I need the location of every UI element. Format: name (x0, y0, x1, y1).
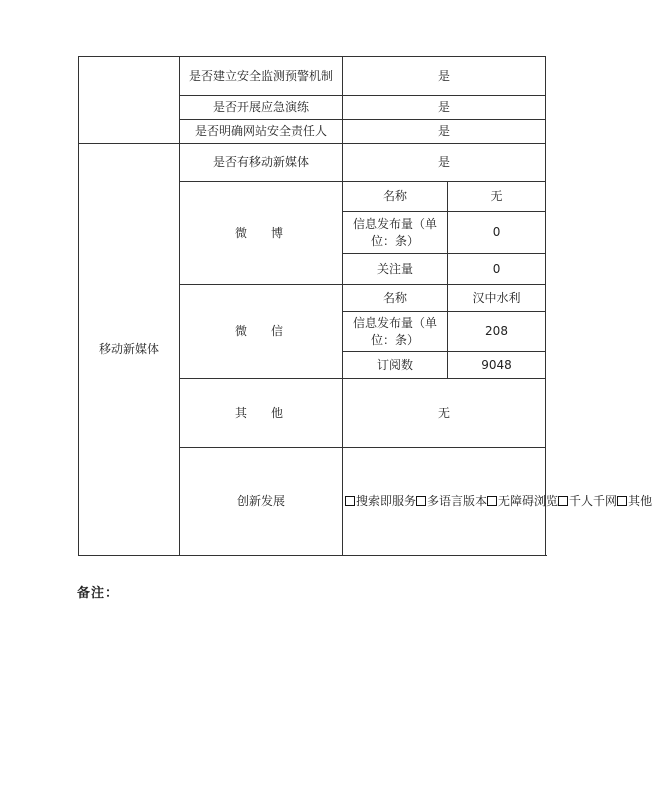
sub-value: 9048 (448, 352, 546, 379)
row-value: 是 (343, 144, 546, 182)
row-label: 是否有移动新媒体 (180, 144, 343, 182)
other-label: 其 他 (180, 379, 343, 448)
innovation-option[interactable]: 搜索即服务 (345, 494, 416, 508)
sub-value: 0 (448, 212, 546, 254)
other-value: 无 (343, 379, 546, 448)
weibo-label: 微 博 (180, 182, 343, 285)
innovation-option[interactable]: 无障碍浏览 (487, 494, 558, 508)
sub-label: 关注量 (343, 254, 448, 285)
sub-label: 名称 (343, 285, 448, 312)
checkbox-icon[interactable] (416, 496, 426, 506)
sub-label: 名称 (343, 182, 448, 212)
row-value: 是 (343, 57, 546, 96)
innovation-option[interactable]: 千人千网 (558, 494, 617, 508)
innovation-options (343, 448, 652, 556)
checkbox-icon[interactable] (617, 496, 627, 506)
sub-label: 信息发布量（单位：条） (343, 312, 448, 352)
checkbox-icon[interactable] (345, 496, 355, 506)
sub-label: 订阅数 (343, 352, 448, 379)
sub-value: 汉中水利 (448, 285, 546, 312)
weixin-label: 微 信 (180, 285, 343, 379)
innovation-option[interactable]: 多语言版本 (416, 494, 487, 508)
sub-value: 无 (448, 182, 546, 212)
mobile-media-section-label: 移动新媒体 (79, 144, 180, 556)
checkbox-icon[interactable] (487, 496, 497, 506)
sub-label: 信息发布量（单位：条） (343, 212, 448, 254)
note-label: 备注： (77, 586, 120, 601)
innovation-section-label: 创新发展 (180, 448, 343, 556)
row-label: 是否明确网站安全责任人 (180, 120, 343, 144)
row-value: 是 (343, 96, 546, 120)
innovation-option[interactable]: 其他 (617, 494, 652, 508)
prev-section-label-cell (79, 57, 180, 144)
checkbox-icon[interactable] (558, 496, 568, 506)
sub-value: 208 (448, 312, 546, 352)
row-label: 是否建立安全监测预警机制 (180, 57, 343, 96)
row-label: 是否开展应急演练 (180, 96, 343, 120)
row-value: 是 (343, 120, 546, 144)
report-table (78, 56, 652, 556)
sub-value: 0 (448, 254, 546, 285)
